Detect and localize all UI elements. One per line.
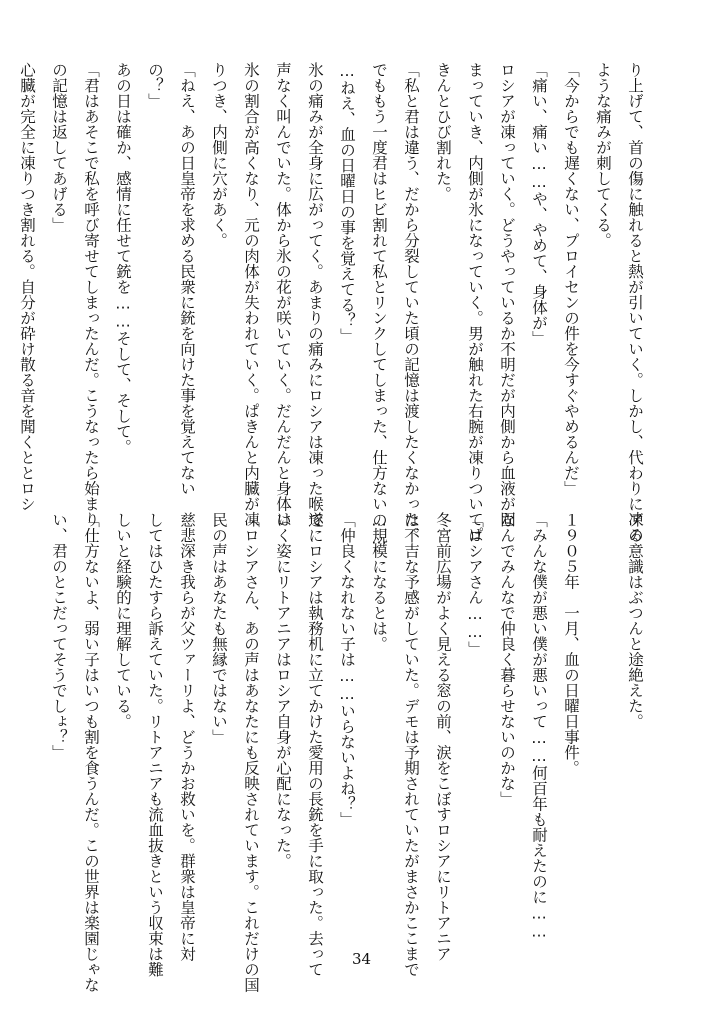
text-line xyxy=(587,512,619,962)
text-line: 「今からでも遅くない、プロイセンの件を今すぐやめるんだ」 xyxy=(562,62,580,496)
text-line: 「君はあそこで私を呼び寄せてしまったんだ。こうなったら始まり xyxy=(82,62,100,527)
page-number: 34 xyxy=(351,950,372,968)
bottom-text-block xyxy=(43,512,651,993)
text-line: の記憶は返してあげる」 xyxy=(50,62,68,233)
text-line: 「みんな僕が悪い僕が悪いって……何百年も耐えたのに…… xyxy=(530,512,548,941)
text-line: 慈悲深き我らが父ツァーリよ、どうかお救いを。群衆は皇帝に対 xyxy=(178,512,196,962)
text-line: 心臓が完全に凍りつき割れる。自分が砕け散る音を聞くととロシ xyxy=(18,62,36,512)
text-line: しいと経験的に理解している。 xyxy=(114,512,132,729)
text-line: り上げて、首の傷に触れると熱が引いていく。しかし、代わりに凍る xyxy=(626,62,644,543)
text-line: 「私と君は違う、だから分裂していた頃の記憶は渡したくなかった。 xyxy=(402,62,420,543)
text-line: 「ねえ、あの日皇帝を求める民衆に銃を向けた事を覚えてない xyxy=(178,62,196,496)
text-line: なんでみんなで仲良く暮らせないのかな」 xyxy=(498,512,516,807)
text-line: １９０５年 一月、血の日曜日事件。 xyxy=(562,512,580,776)
text-line: の規模になるとは。 xyxy=(370,512,388,652)
top-text-block xyxy=(11,62,651,548)
text-line: の？」 xyxy=(146,62,164,109)
text-line: 「痛い、痛い……や、やめて、身体が」 xyxy=(530,62,548,346)
text-line: 声なく叫んでいた。体から氷の花が咲いていく。だんだんと身体は xyxy=(274,62,292,527)
text-line: 氷の割合が高くなり、元の肉体が失われていく。ぱきんと内臓が凍 xyxy=(242,62,260,527)
text-line: いく姿にリトアニアはロシア自身が心配になった。 xyxy=(274,512,292,869)
text-line: 遂にロシアは執務机に立てかけた愛用の長銃を手に取った。去って xyxy=(306,512,324,977)
text-line: い、君のとこだってそうでしょ？」 xyxy=(50,512,68,760)
text-line: まっていき、内側が氷になっていく。男が触れた右腕が凍りついてぱ xyxy=(466,62,484,543)
text-line: 民の声はあなたも無縁ではない」 xyxy=(210,512,228,745)
text-line: 「ロシアさん……」 xyxy=(466,512,484,657)
text-line: あの日は確か、感情に任せて銃を……そして、そして。 xyxy=(114,62,132,455)
text-line: でももう一度君はヒビ割れて私とリンクしてしまった、仕方ない…… xyxy=(370,62,388,548)
text-line: 「ロシアさん、あの声はあなたにも反映されています。これだけの国 xyxy=(242,512,260,993)
text-line: 冬宮前広場がよく見える窓の前、涙をこぼすロシアにリトアニア xyxy=(434,512,452,962)
text-line: 氷の痛みが全身に広がってく。あまりの痛みにロシアは凍った喉で xyxy=(306,62,324,527)
text-line: アの意識はぶつんと途絶えた。 xyxy=(626,512,644,729)
text-line: ロシアが凍っていく。どうやっているか不明だが内側から血液が固 xyxy=(498,62,516,527)
text-line: きんとひび割れた。 xyxy=(434,62,452,202)
text-line: してはひたすら訴えていた。リトアニアも流血抜きという収束は難 xyxy=(146,512,164,977)
text-line: りつき、内側に穴があく。 xyxy=(210,62,228,248)
text-line: 「仲良くなれない子は……いらないよね？」 xyxy=(338,512,356,827)
text-line: は不吉な予感がしていた。デモは予期されていたがまさかここまで xyxy=(402,512,420,977)
text-line: …ねえ、血の日曜日の事を覚えてる？」 xyxy=(338,62,356,344)
text-line: ような痛みが刺してくる。 xyxy=(594,62,612,248)
text-line: 「仕方ないよ、弱い子はいつも割を食うんだ。この世界は楽園じゃな xyxy=(82,512,100,993)
